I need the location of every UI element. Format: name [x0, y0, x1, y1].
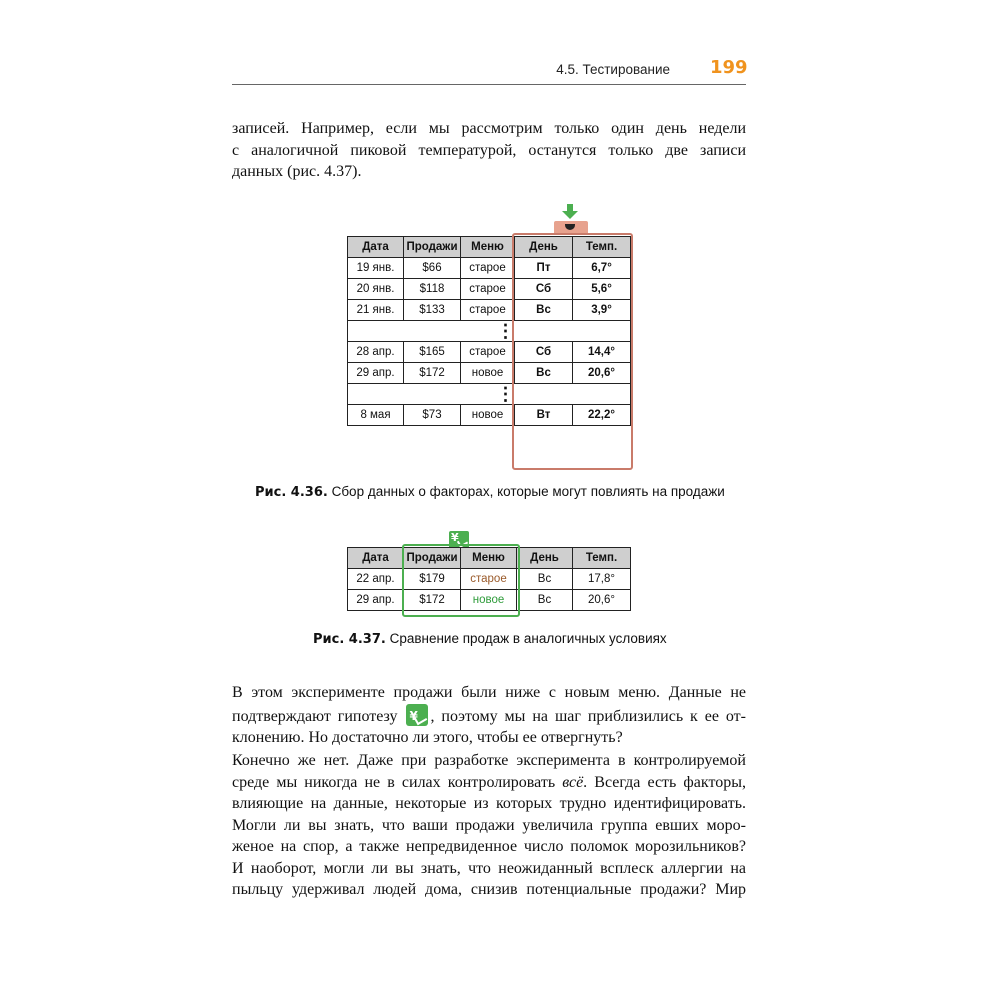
header-menu: Меню — [461, 548, 517, 569]
header-sales: Продажи — [404, 548, 461, 569]
cell-date: 20 янв. — [348, 279, 404, 300]
caption-4-37 — [313, 631, 667, 647]
cell-menu: старое — [461, 300, 515, 321]
figure-4-37 — [347, 547, 631, 611]
cell-sales: $118 — [404, 279, 461, 300]
cell-temp: 20,6° — [573, 363, 631, 384]
table-header-row — [348, 548, 631, 569]
arrow-down-icon-head — [562, 211, 578, 219]
table-row — [348, 569, 631, 590]
figure-4-36 — [347, 236, 631, 426]
column-insert-tab — [554, 221, 588, 234]
header-date: Дата — [348, 548, 404, 569]
cell-day: Вс — [515, 300, 573, 321]
cell-date: 21 янв. — [348, 300, 404, 321]
cell-date: 28 апр. — [348, 342, 404, 363]
header-day: День — [517, 548, 573, 569]
table-row — [348, 258, 631, 279]
header-date: Дата — [348, 237, 404, 258]
cell-temp: 17,8° — [573, 569, 631, 590]
cell-sales: $165 — [404, 342, 461, 363]
cell-menu: старое — [461, 279, 515, 300]
cell-menu: новое — [461, 363, 515, 384]
cell-menu: старое — [461, 342, 515, 363]
yen-growth-icon: ¥ — [406, 704, 428, 726]
cell-temp: 3,9° — [573, 300, 631, 321]
table-row — [348, 405, 631, 426]
paragraph-3-line: пыльцу удерживал людей дома, снизив потенциальные продажи? Мир — [232, 881, 746, 898]
paragraph-1-line: с аналогичной пиковой температурой, останутся только две записи — [232, 141, 746, 159]
cell-temp: 6,7° — [573, 258, 631, 279]
ellipsis-row — [348, 384, 631, 405]
cell-day: Вс — [515, 363, 573, 384]
cell-menu: старое — [461, 258, 515, 279]
paragraph-3-line: женое на спор, а также непредвиденное число поломок морозильников? — [232, 838, 746, 855]
paragraph-2 — [232, 682, 746, 749]
comparison-table — [347, 547, 631, 611]
table-header-row — [348, 237, 631, 258]
cell-day: Сб — [515, 279, 573, 300]
cell-sales: $133 — [404, 300, 461, 321]
paragraph-1 — [232, 118, 746, 183]
paragraph-3-line: Могли ли вы знать, что ваши продажи увеличила группа евших моро- — [232, 816, 746, 834]
caption-4-36 — [255, 484, 725, 500]
cell-sales: $66 — [404, 258, 461, 279]
header-menu: Меню — [461, 237, 515, 258]
cell-temp: 14,4° — [573, 342, 631, 363]
header-rule — [232, 84, 746, 85]
paragraph-2-line: В этом эксперименте продажи были ниже с новым меню. Данные не — [232, 684, 746, 701]
header-sales: Продажи — [404, 237, 461, 258]
cell-date: 29 апр. — [348, 363, 404, 384]
header-temp: Темп. — [573, 548, 631, 569]
paragraph-2-line-with-icon: подтверждают гипотезу ¥ , поэтому мы на шаг приблизились к ее от- — [232, 704, 746, 728]
table-row — [348, 279, 631, 300]
page-number: 199 — [710, 57, 748, 78]
cell-menu: старое — [461, 569, 517, 590]
paragraph-1-line: записей. Например, если мы рассмотрим только один день недели — [232, 120, 746, 137]
cell-menu: новое — [461, 405, 515, 426]
cell-date: 19 янв. — [348, 258, 404, 279]
caption-label: Рис. 4.36. — [255, 485, 328, 500]
ellipsis-row — [348, 321, 631, 342]
running-header-section: 4.5. Тестирование — [556, 62, 670, 77]
cell-date: 8 мая — [348, 405, 404, 426]
cell-day: Пт — [515, 258, 573, 279]
factors-table — [347, 236, 631, 426]
table-row — [348, 363, 631, 384]
table-row — [348, 590, 631, 611]
cell-sales: $172 — [404, 363, 461, 384]
header-temp: Темп. — [573, 237, 631, 258]
paragraph-3-line: влияющие на данные, некоторые из которых трудно идентифицировать. — [232, 795, 746, 812]
cell-day: Вс — [517, 569, 573, 590]
cell-date: 22 апр. — [348, 569, 404, 590]
cell-menu: новое — [461, 590, 517, 611]
table-row — [348, 342, 631, 363]
emphasis: всё — [562, 773, 584, 791]
ellipsis: ⋮ — [461, 321, 515, 342]
cell-sales: $172 — [404, 590, 461, 611]
table-row — [348, 300, 631, 321]
cell-sales: $73 — [404, 405, 461, 426]
cell-day: Сб — [515, 342, 573, 363]
paragraph-3-line: Конечно же нет. Даже при разработке эксперимента в контролируемой — [232, 752, 746, 769]
cell-date: 29 апр. — [348, 590, 404, 611]
paragraph-3 — [232, 750, 746, 901]
header-day: День — [515, 237, 573, 258]
cell-temp: 20,6° — [573, 590, 631, 611]
paragraph-1-line: данных (рис. 4.37). — [232, 163, 362, 180]
yen-growth-icon: ¥ — [449, 531, 469, 549]
paragraph-3-line: И наоборот, могли ли вы знать, что неожиданный всплеск аллергии на — [232, 859, 746, 877]
ellipsis: ⋮ — [461, 384, 515, 405]
cell-day: Вс — [517, 590, 573, 611]
paragraph-2-line: клонению. Но достаточно ли этого, чтобы ее отвергнуть? — [232, 729, 623, 746]
cell-temp: 5,6° — [573, 279, 631, 300]
cell-sales: $179 — [404, 569, 461, 590]
caption-text: Сравнение продаж в аналогичных условиях — [385, 631, 667, 646]
caption-text: Сбор данных о факторах, которые могут повлиять на продажи — [327, 484, 725, 499]
caption-label: Рис. 4.37. — [313, 632, 386, 647]
cell-day: Вт — [515, 405, 573, 426]
cell-temp: 22,2° — [573, 405, 631, 426]
paragraph-3-line-emphasis: среде мы никогда не в силах контролировать всё. Всегда есть факторы, — [232, 773, 746, 791]
